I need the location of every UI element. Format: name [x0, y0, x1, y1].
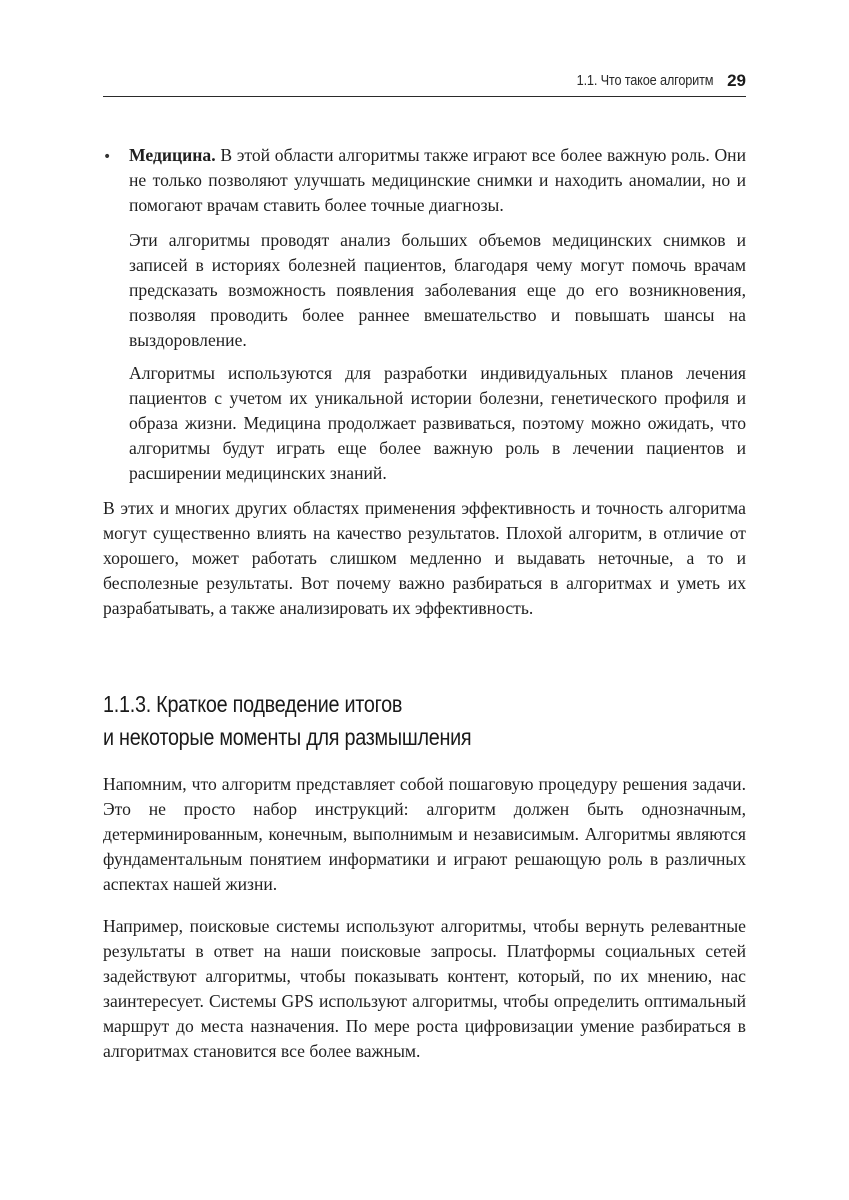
- running-title: 1.1. Что такое алгоритм: [576, 73, 714, 89]
- section-paragraph-2: Например, поисковые системы используют алгоритмы, чтобы вернуть релевантные результаты в ответ на наши поисковые запросы. Платформы социальных сетей задействуют алгоритмы, чтобы показывать контент, который, по их мнению, нас заинтересует. Системы GPS используют алгоритмы, чтобы определить оптимальный маршрут до места назначения. По мере роста цифровизации умение разбираться в алгоритмах становится все более важным.: [103, 916, 746, 1061]
- section-paragraph-1: Напомним, что алгоритм представляет собой пошаговую процедуру решения задачи. Это не просто набор инструкций: алгоритм должен быть однозначным, детерминированным, конечным, выполнимым и независимым. Алгоритмы являются фундаментальным понятием информатики и играют решающую роль в различных аспектах нашей жизни.: [103, 774, 746, 894]
- book-page: [103, 0, 746, 1200]
- medicine-paragraph-2: Эти алгоритмы проводят анализ больших объемов медицинских снимков и записей в историях болезней пациентов, благодаря чему могут помочь врачам предсказать возможность появления заболевания еще до его возникновения, позволяя проводить более раннее вмешательство и повышать шансы на выздоровление.: [129, 230, 746, 350]
- page-number: 29: [727, 71, 746, 90]
- section-heading: [103, 688, 757, 754]
- section-heading-line-1: 1.1.3. Краткое подведение итогов: [103, 691, 403, 717]
- summary-paragraph: В этих и многих других областях применения эффективность и точность алгоритма могут существенно влиять на качество результатов. Плохой алгоритм, в отличие от хорошего, может работать слишком медленно и выдавать неточные, а то и бесполезные результаты. Вот почему важно разбираться в алгоритмах и уметь их разрабатывать, а также анализировать их эффективность.: [103, 498, 746, 618]
- medicine-term: Медицина.: [129, 145, 216, 165]
- bullet-marker: •: [103, 149, 112, 165]
- section-heading-line-2: и некоторые моменты для размышления: [103, 724, 472, 750]
- running-header: [103, 66, 746, 97]
- medicine-paragraph-1: [129, 143, 746, 218]
- medicine-paragraph-3: Алгоритмы используются для разработки индивидуальных планов лечения пациентов с учетом их уникальной истории болезни, генетического профиля и образа жизни. Медицина продолжает развиваться, поэтому можно ожидать, что алгоритмы будут играть еще более важную роль в лечении пациентов и расширении медицинских знаний.: [129, 363, 746, 483]
- medicine-paragraph-1-text: В этой области алгоритмы также играют все более важную роль. Они не только позволяют улучшать медицинские снимки и находить аномалии, но и помогают врачам ставить более точные диагнозы.: [129, 145, 746, 215]
